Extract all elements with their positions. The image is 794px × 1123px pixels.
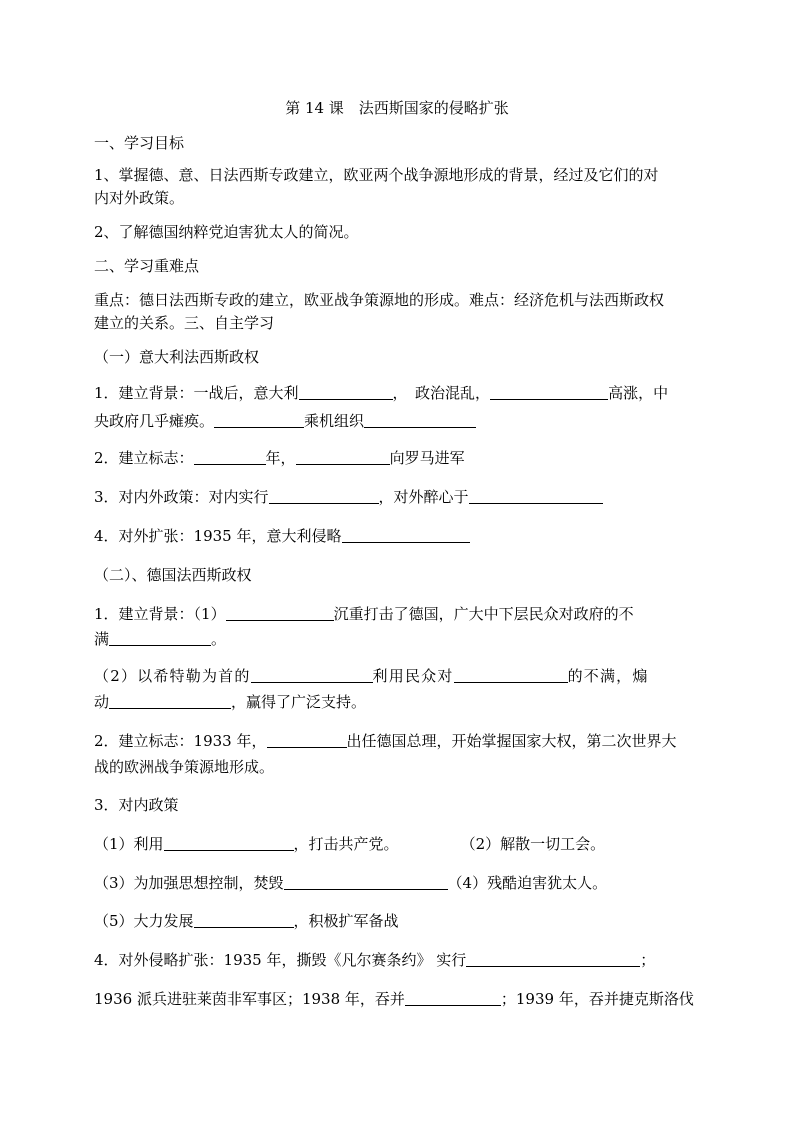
text: 4．对外扩张：1935 年，意大利侵略 bbox=[94, 527, 342, 545]
text: （4）残酷迫害犹太人。 bbox=[447, 874, 608, 892]
italy-q1-line-2 bbox=[94, 411, 476, 431]
text: ；1939 年，吞并捷克斯洛伐 bbox=[500, 990, 694, 1008]
germany-q1-line-3 bbox=[94, 666, 649, 686]
text: ，打击共产党。 bbox=[293, 835, 399, 853]
lesson-title: 第 14 课 法西斯国家的侵略扩张 bbox=[285, 99, 509, 117]
text: （1）利用 bbox=[94, 835, 164, 853]
answer-blank[interactable] bbox=[490, 385, 608, 400]
text: 4．对外侵略扩张：1935 年，撕毁《凡尔赛条约》 实行 bbox=[94, 951, 467, 969]
answer-blank[interactable] bbox=[284, 875, 448, 890]
italy-q4 bbox=[94, 526, 470, 546]
text: （3）为加强思想控制，焚毁 bbox=[94, 874, 284, 892]
answer-blank[interactable] bbox=[364, 413, 476, 428]
germany-q1-line-2 bbox=[94, 629, 226, 649]
germany-q4-line-2 bbox=[94, 989, 694, 1009]
text: 满 bbox=[94, 630, 110, 648]
text: 央政府几乎瘫痪。 bbox=[94, 412, 215, 430]
answer-blank[interactable] bbox=[109, 694, 231, 709]
text: 3．对内外政策：对内实行 bbox=[94, 488, 269, 506]
germany-q2-line-1 bbox=[94, 731, 677, 751]
answer-blank[interactable] bbox=[469, 489, 603, 504]
text: （5）大力发展 bbox=[94, 912, 194, 930]
answer-blank[interactable] bbox=[405, 991, 501, 1006]
text: ，赢得了广泛支持。 bbox=[231, 693, 367, 711]
germany-q3-items-1-2 bbox=[94, 834, 605, 854]
text: ； bbox=[640, 951, 656, 969]
germany-q3-item-5 bbox=[94, 911, 399, 931]
italy-q2 bbox=[94, 448, 465, 468]
germany-q2-line-2: 战的欧洲战争策源地形成。 bbox=[94, 758, 275, 776]
text: 向罗马进军 bbox=[389, 449, 465, 467]
text: 动 bbox=[94, 693, 110, 711]
answer-blank[interactable] bbox=[454, 668, 568, 683]
text: 沉重打击了德国，广大中下层民众对政府的不 bbox=[333, 605, 634, 623]
germany-q1-line-1 bbox=[94, 604, 634, 624]
text: 乘机组织 bbox=[304, 412, 365, 430]
text: 1．建立背景：一战后，意大利 bbox=[94, 384, 299, 402]
section-heading-objectives: 一、学习目标 bbox=[94, 134, 185, 152]
text: 1936 派兵进驻莱茵非军事区；1938 年，吞并 bbox=[94, 990, 405, 1008]
text: 出任德国总理，开始掌握国家大权，第二次世界大 bbox=[346, 732, 677, 750]
answer-blank[interactable] bbox=[466, 952, 640, 967]
text: ， 政治混乱， bbox=[392, 384, 491, 402]
objective-1-line-1: 1、掌握德、意、日法西斯专政建立，欧亚两个战争源地形成的背景，经过及它们的对 bbox=[94, 166, 659, 184]
answer-blank[interactable] bbox=[251, 668, 373, 683]
section-heading-germany: （二）、德国法西斯政权 bbox=[94, 566, 252, 584]
germany-q4-line-1 bbox=[94, 950, 655, 970]
answer-blank[interactable] bbox=[267, 733, 347, 748]
text: （2）以希特勒为首的 bbox=[94, 667, 251, 685]
section-heading-italy: （一）意大利法西斯政权 bbox=[94, 348, 260, 366]
text: 2．建立标志：1933 年， bbox=[94, 732, 267, 750]
section-heading-key-points: 二、学习重难点 bbox=[94, 257, 200, 275]
answer-blank[interactable] bbox=[109, 631, 211, 646]
text: ，积极扩军备战 bbox=[293, 912, 399, 930]
text: 的不满，煽 bbox=[567, 667, 649, 685]
text: 利用民众对 bbox=[372, 667, 454, 685]
italy-q3 bbox=[94, 487, 603, 507]
text: 年， bbox=[265, 449, 296, 467]
text: 高涨，中 bbox=[608, 384, 669, 402]
answer-blank[interactable] bbox=[194, 913, 294, 928]
key-points-line-2: 建立的关系。三、自主学习 bbox=[94, 314, 275, 332]
germany-q1-line-4 bbox=[94, 692, 366, 712]
text: 1．建立背景：（1） bbox=[94, 605, 226, 623]
germany-q3-items-3-4 bbox=[94, 873, 607, 893]
text: （2）解散一切工会。 bbox=[460, 835, 606, 853]
answer-blank[interactable] bbox=[214, 413, 304, 428]
italy-q1-line-1 bbox=[94, 383, 668, 403]
germany-q3-heading: 3．对内政策 bbox=[94, 796, 179, 814]
answer-blank[interactable] bbox=[164, 836, 294, 851]
answer-blank[interactable] bbox=[269, 489, 379, 504]
text: 。 bbox=[211, 630, 227, 648]
text: 2．建立标志： bbox=[94, 449, 194, 467]
key-points-line-1: 重点：德日法西斯专政的建立，欧亚战争策源地的形成。难点：经济危机与法西斯政权 bbox=[94, 291, 665, 309]
answer-blank[interactable] bbox=[226, 606, 334, 621]
answer-blank[interactable] bbox=[299, 385, 393, 400]
answer-blank[interactable] bbox=[194, 450, 266, 465]
answer-blank[interactable] bbox=[342, 528, 470, 543]
objective-1-line-2: 内对外政策。 bbox=[94, 189, 185, 207]
objective-2: 2、了解德国纳粹党迫害犹太人的简况。 bbox=[94, 223, 359, 241]
answer-blank[interactable] bbox=[296, 450, 390, 465]
text: ，对外醉心于 bbox=[378, 488, 469, 506]
